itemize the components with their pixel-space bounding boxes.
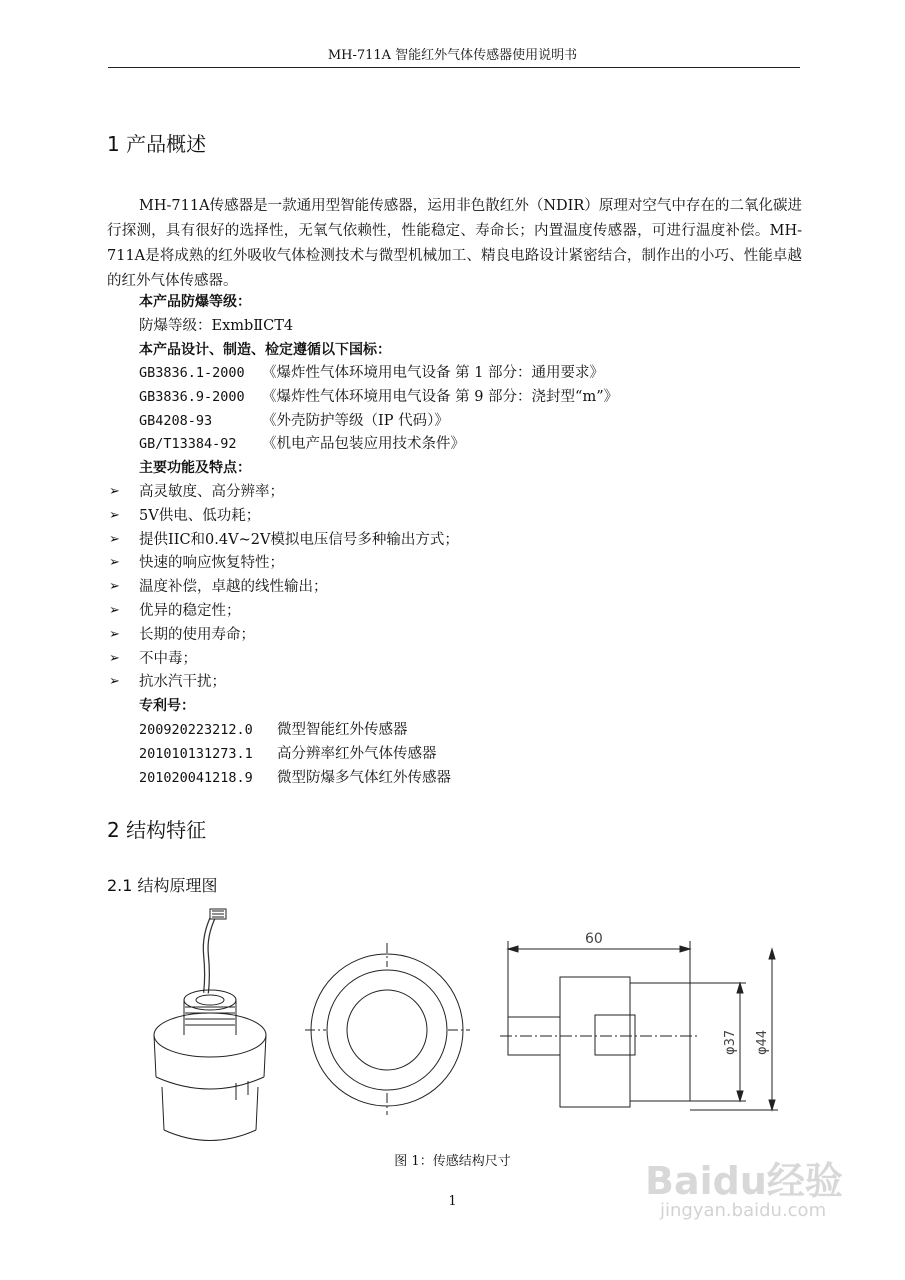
patent-title: 高分辨率红外气体传感器 <box>277 746 437 762</box>
bullet-arrow-icon: ➢ <box>109 603 120 618</box>
dimension-d44-label: φ44 <box>755 1029 770 1055</box>
intro-paragraph: MH-711A传感器是一款通用型智能传感器，运用非色散红外（NDIR）原理对空气中存在的二氧化碳进行探测，具有很好的选择性，无氧气依赖性，性能稳定、寿命长；内置温度传感器，可进行温度补偿。MH-711A是将成熟的红外吸收气体检测技术与微型机械加工、精良电路设计紧密结合，制作出的小巧、性能卓越的红外气体传感器。 <box>107 198 802 289</box>
bullet-arrow-icon: ➢ <box>109 555 120 570</box>
feature-item: 不中毒； <box>139 651 197 667</box>
sensor-isometric-view <box>154 909 266 1141</box>
bullet-arrow-icon: ➢ <box>109 579 120 594</box>
feature-item: 快速的响应恢复特性； <box>139 555 284 571</box>
feature-item: 抗水汽干扰； <box>139 674 226 690</box>
standard-name: 《外壳防护等级（IP 代码）》 <box>262 413 449 429</box>
standard-name: 《爆炸性气体环境用电气设备 第 9 部分：浇封型“m”》 <box>262 389 619 405</box>
standard-code: GB3836.9-2000 <box>139 389 245 405</box>
watermark-url: jingyan.baidu.com <box>660 1200 827 1221</box>
standards-heading: 本产品设计、制造、检定遵循以下国标： <box>139 342 391 358</box>
explosion-heading: 本产品防爆等级： <box>139 294 251 310</box>
sensor-side-view <box>500 941 778 1110</box>
standard-code: GB/T13384-92 <box>139 436 237 452</box>
features-heading: 主要功能及特点： <box>139 460 251 476</box>
sensor-structure-figure <box>140 905 800 1145</box>
standard-code: GB3836.1-2000 <box>139 365 245 381</box>
header-divider <box>108 67 800 68</box>
patent-number: 201010131273.1 <box>139 746 253 762</box>
bullet-arrow-icon: ➢ <box>109 674 120 689</box>
page-number: 1 <box>448 1194 457 1209</box>
section-2-title: 2 结构特征 <box>107 818 207 842</box>
feature-item: 高灵敏度、高分辨率； <box>139 484 284 500</box>
dimension-d37-label: φ37 <box>723 1029 738 1055</box>
patents-heading: 专利号： <box>139 698 195 714</box>
patent-number: 200920223212.0 <box>139 722 253 738</box>
feature-item: 优异的稳定性； <box>139 603 241 619</box>
feature-item: 长期的使用寿命； <box>139 627 255 643</box>
bullet-arrow-icon: ➢ <box>109 484 120 499</box>
feature-item: 5V供电、低功耗； <box>139 508 261 524</box>
document-header-title: MH-711A 智能红外气体传感器使用说明书 <box>327 48 578 63</box>
dimension-length-label: 60 <box>585 931 603 947</box>
patent-number: 201020041218.9 <box>139 770 253 786</box>
watermark-logo: Baidu经验 <box>645 1159 843 1203</box>
explosion-rating: 防爆等级：ExmbⅡCT4 <box>139 318 294 334</box>
bullet-arrow-icon: ➢ <box>109 651 120 666</box>
feature-item: 温度补偿，卓越的线性输出； <box>139 579 328 595</box>
feature-item: 提供IIC和0.4V~2V模拟电压信号多种输出方式； <box>139 532 459 548</box>
figure-caption: 图 1：传感结构尺寸 <box>394 1154 511 1169</box>
patent-title: 微型智能红外传感器 <box>277 722 408 738</box>
patent-title: 微型防爆多气体红外传感器 <box>277 770 451 786</box>
standard-name: 《机电产品包装应用技术条件》 <box>262 436 465 452</box>
bullet-arrow-icon: ➢ <box>109 508 120 523</box>
bullet-arrow-icon: ➢ <box>109 532 120 547</box>
section-1-title: 1 产品概述 <box>107 132 207 156</box>
standard-code: GB4208-93 <box>139 413 213 429</box>
bullet-arrow-icon: ➢ <box>109 627 120 642</box>
sensor-top-view <box>305 943 470 1115</box>
section-2-1-subtitle: 2.1 结构原理图 <box>107 876 218 895</box>
standard-name: 《爆炸性气体环境用电气设备 第 1 部分：通用要求》 <box>262 365 605 381</box>
